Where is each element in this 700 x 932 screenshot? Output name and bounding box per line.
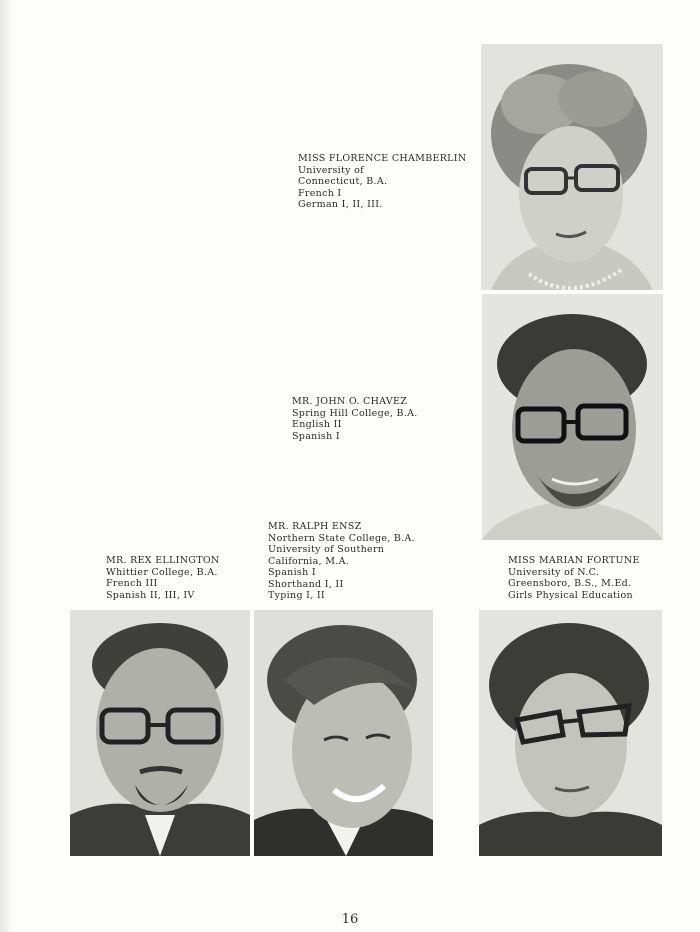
page-number: 16: [341, 912, 359, 927]
caption-line: University of Southern: [268, 544, 385, 555]
caption-fortune: [508, 555, 640, 601]
page-binding-shadow: [0, 0, 14, 932]
teacher-name: MR. REX ELLINGTON: [106, 555, 220, 566]
teacher-name: MR. RALPH ENSZ: [268, 521, 362, 532]
portrait-chavez: [482, 294, 663, 540]
caption-line: Connecticut, B.A.: [298, 176, 388, 187]
caption-ellington: [106, 555, 220, 601]
caption-line: California, M.A.: [268, 555, 350, 567]
caption-line: Spring Hill College, B.A.: [292, 407, 418, 419]
caption-line: English II: [292, 419, 342, 430]
portrait-ensz: [254, 610, 433, 856]
caption-chamberlin: [298, 153, 466, 211]
caption-line: Greensboro, B.S., M.Ed.: [508, 578, 632, 589]
caption-line: University of: [298, 164, 364, 176]
caption-line: Whittier College, B.A.: [106, 566, 218, 578]
caption-line: Spanish I: [292, 430, 340, 442]
caption-line: German I, II, III.: [298, 199, 383, 210]
portrait-fortune: [479, 610, 662, 856]
caption-line: French I: [298, 187, 342, 199]
caption-chavez: [292, 396, 418, 442]
portrait-ellington: [70, 610, 250, 856]
caption-line: University of N.C.: [508, 566, 600, 578]
caption-line: Shorthand I, II: [268, 578, 344, 590]
portrait-chamberlin: [481, 44, 663, 290]
caption-line: Northern State College, B.A.: [268, 532, 415, 544]
caption-line: Typing I, II: [268, 590, 325, 601]
caption-line: Spanish II, III, IV: [106, 589, 195, 601]
teacher-name: MR. JOHN O. CHAVEZ: [292, 396, 408, 407]
teacher-name: MISS FLORENCE CHAMBERLIN: [298, 153, 467, 164]
teacher-name: MISS MARIAN FORTUNE: [508, 555, 640, 566]
caption-line: Girls Physical Education: [508, 589, 633, 601]
caption-ensz: [268, 521, 415, 602]
caption-line: French III: [106, 578, 158, 589]
caption-line: Spanish I: [268, 567, 316, 578]
